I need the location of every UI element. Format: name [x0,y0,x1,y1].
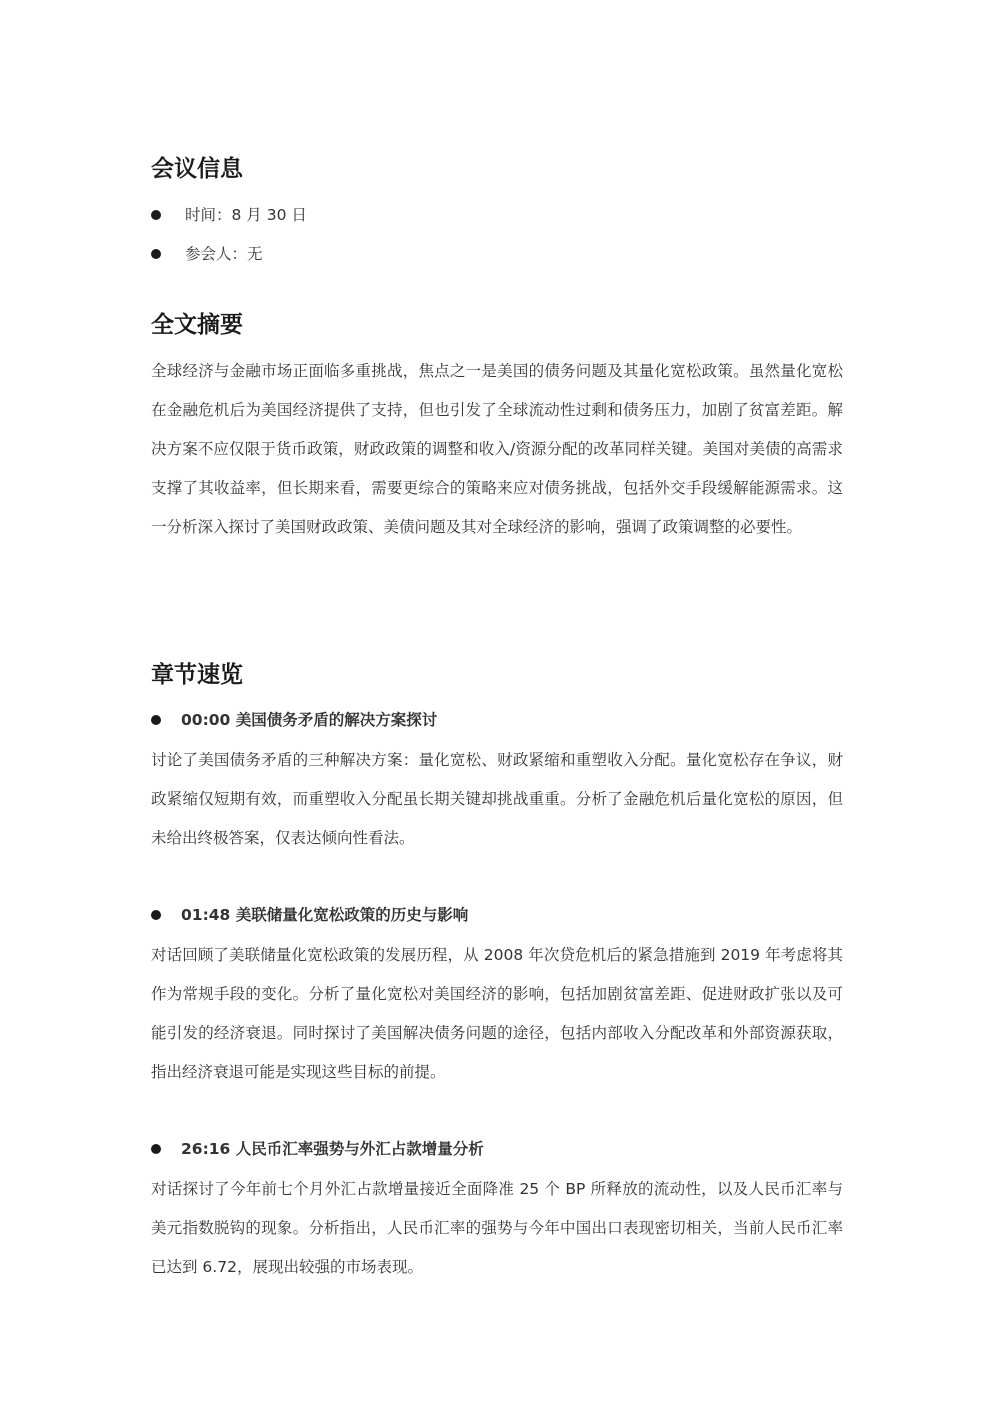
meeting-attendees-text: 参会人：无 [185,245,263,263]
chapter-item-heading [151,905,843,925]
chapter-item-heading [151,1139,843,1159]
summary-heading: 全文摘要 [151,312,243,338]
bullet-dot-icon [151,1144,161,1154]
meeting-time-text: 时间：8 月 30 日 [185,206,307,224]
chapter-title: 26:16 人民币汇率强势与外汇占款增量分析 [181,1140,484,1158]
chapter-description: 讨论了美国债务矛盾的三种解决方案：量化宽松、财政紧缩和重塑收入分配。量化宽松存在争议，财政紧缩仅短期有效，而重塑收入分配虽长期关键却挑战重重。分析了金融危机后量化宽松的原因，但未给出终极答案，仅表达倾向性看法。 [151,751,843,847]
chapter-item-heading [151,710,843,730]
chapters-heading: 章节速览 [151,662,243,688]
meeting-info-heading: 会议信息 [151,156,243,182]
bullet-dot-icon [151,210,161,220]
bullet-dot-icon [151,715,161,725]
bullet-dot-icon [151,910,161,920]
chapter-description: 对话回顾了美联储量化宽松政策的发展历程，从 2008 年次贷危机后的紧急措施到 2019 年考虑将其作为常规手段的变化。分析了量化宽松对美国经济的影响，包括加剧贫富差距、促进财政扩张以及可能引发的经济衰退。同时探讨了美国解决债务问题的途径，包括内部收入分配改革和外部资源获取，指出经济衰退可能是实现这些目标的前提。 [151,946,843,1081]
chapter-title: 00:00 美国债务矛盾的解决方案探讨 [181,711,438,729]
meeting-attendees-item [151,244,843,264]
bullet-dot-icon [151,249,161,259]
meeting-time-item [151,205,843,225]
chapter-description: 对话探讨了今年前七个月外汇占款增量接近全面降准 25 个 BP 所释放的流动性，以及人民币汇率与美元指数脱钩的现象。分析指出，人民币汇率的强势与今年中国出口表现密切相关，当前人民币汇率已达到 6.72，展现出较强的市场表现。 [151,1180,843,1276]
summary-paragraph: 全球经济与金融市场正面临多重挑战，焦点之一是美国的债务问题及其量化宽松政策。虽然量化宽松在金融危机后为美国经济提供了支持，但也引发了全球流动性过剩和债务压力，加剧了贫富差距。解决方案不应仅限于货币政策，财政政策的调整和收入/资源分配的改革同样关键。美国对美债的高需求支撑了其收益率，但长期来看，需要更综合的策略来应对债务挑战，包括外交手段缓解能源需求。这一分析深入探讨了美国财政政策、美债问题及其对全球经济的影响，强调了政策调整的必要性。 [151,362,843,536]
chapter-title: 01:48 美联储量化宽松政策的历史与影响 [181,906,469,924]
